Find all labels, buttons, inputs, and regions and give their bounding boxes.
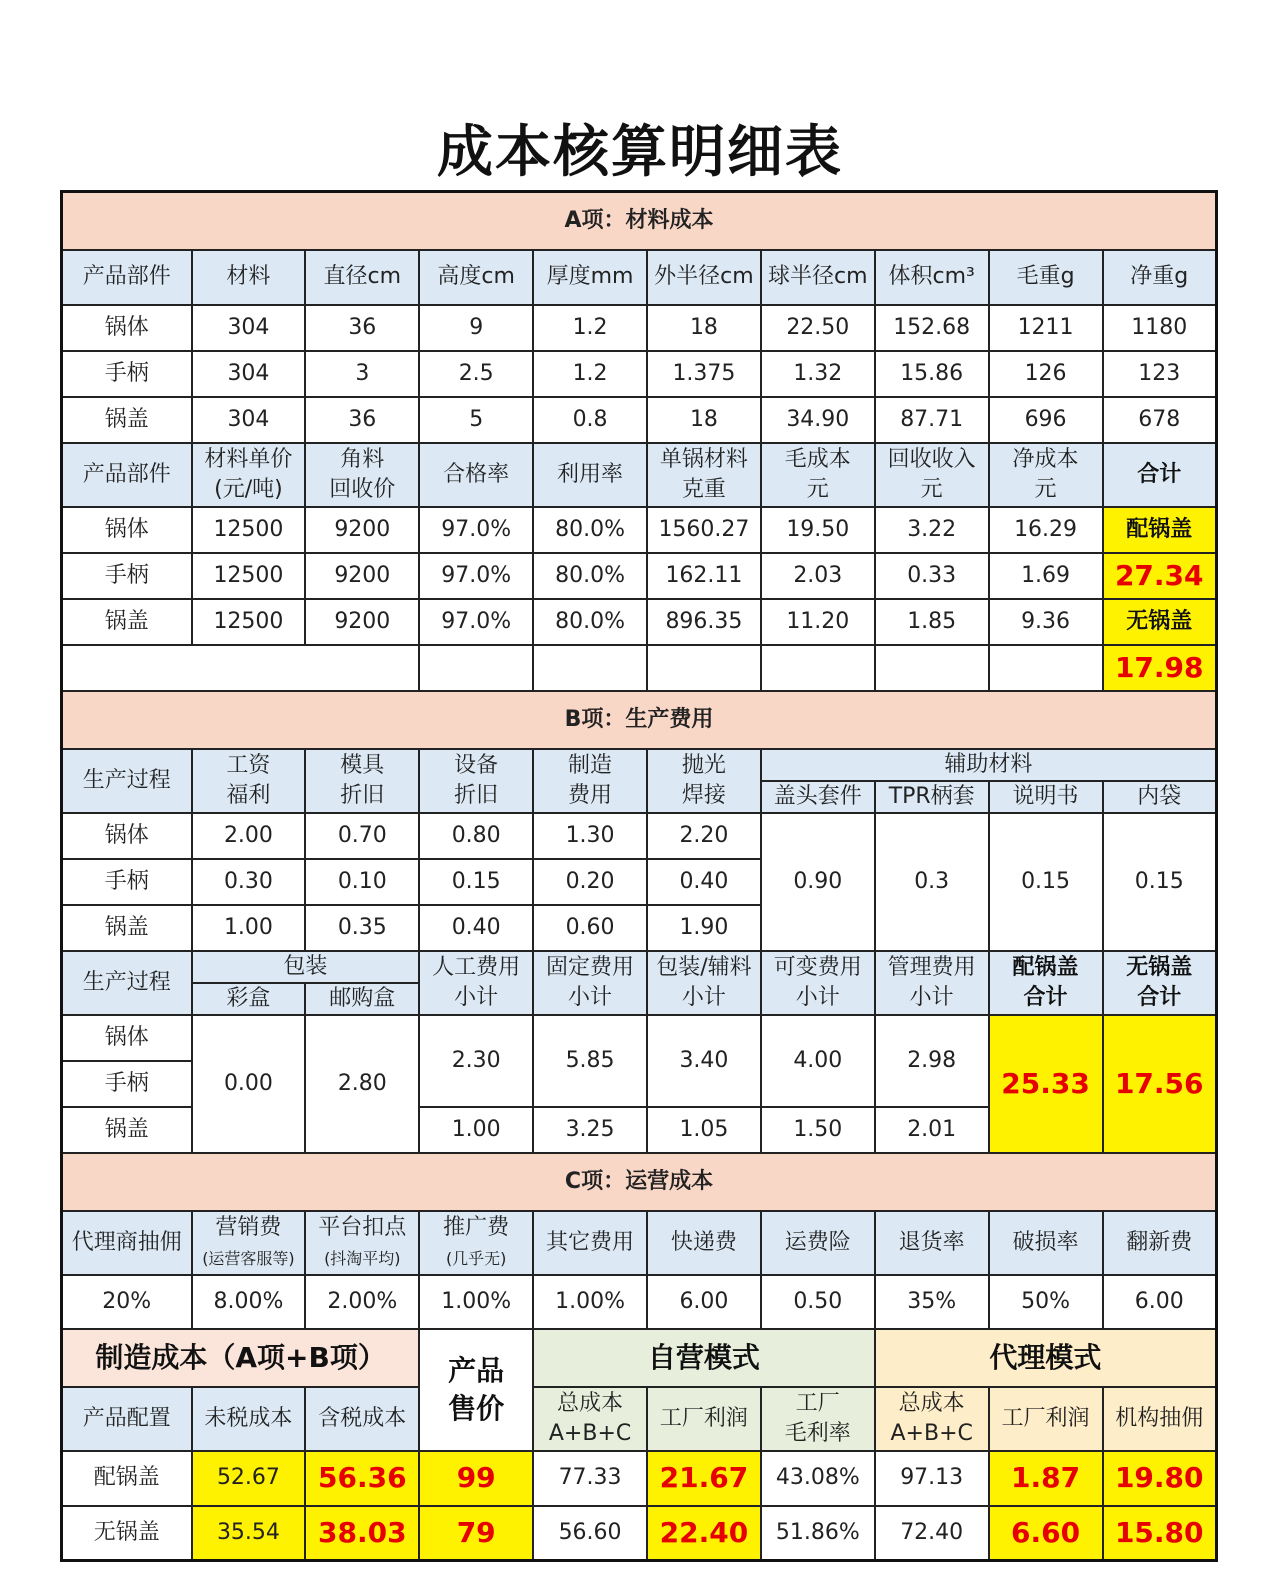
a-h1-8: 毛重g: [989, 250, 1103, 305]
b-row-guoti: [62, 813, 1217, 859]
c-h-4: [533, 1211, 647, 1275]
cell: 19.50: [761, 507, 875, 553]
cell: 36: [305, 397, 419, 443]
cell: 34.90: [761, 397, 875, 443]
label: 小计: [909, 984, 954, 1010]
label: 模具: [340, 752, 385, 778]
cell: 162.11: [647, 553, 761, 599]
a-row2-guoti: [62, 507, 1217, 553]
subtotal: 1.50: [761, 1107, 875, 1153]
label: 元: [920, 476, 943, 502]
a-h1-0: 产品部件: [62, 250, 192, 305]
label: 工厂利润: [1001, 1405, 1090, 1431]
cell: 手柄: [62, 859, 192, 905]
label: 总成本: [557, 1390, 624, 1416]
cell: 2.5: [419, 351, 533, 397]
label: 福利: [226, 782, 271, 808]
label: 合格率: [443, 461, 510, 487]
b-h1-1: [192, 749, 306, 813]
packaging-title: 包装: [192, 951, 420, 983]
cell: 97.0%: [419, 507, 533, 553]
b-h2-r4: [875, 951, 989, 1015]
cell: 152.68: [875, 305, 989, 351]
label: 小计: [454, 984, 499, 1010]
b-h2-r3: [761, 951, 875, 1015]
cell: 52.67: [192, 1451, 306, 1506]
pack-value: 2.80: [305, 1015, 419, 1153]
summary-header-row-2: [62, 1387, 1217, 1451]
cell: 9200: [305, 507, 419, 553]
b-row2-guoti: [62, 1015, 1217, 1061]
cell: 0.60: [533, 905, 647, 951]
label: 元: [1034, 476, 1057, 502]
cell: 1211: [989, 305, 1103, 351]
cell: 21.67: [647, 1451, 761, 1506]
label: 小计: [568, 984, 613, 1010]
c-h-7: [875, 1211, 989, 1275]
cell: 304: [192, 351, 306, 397]
pack-header: 邮购盒: [305, 983, 419, 1015]
cell: 80.0%: [533, 599, 647, 645]
label: 含税成本: [318, 1405, 407, 1431]
cell: 12500: [192, 553, 306, 599]
cell: 1.00: [192, 905, 306, 951]
cell: 2.00%: [305, 1275, 419, 1329]
cell: 0.40: [419, 905, 533, 951]
blank-cell: [875, 645, 989, 691]
a-h2-6: [761, 443, 875, 507]
cell: 8.00%: [192, 1275, 306, 1329]
a-h2-1: [192, 443, 306, 507]
aux-header: 内袋: [1103, 781, 1217, 813]
blank-cell: [647, 645, 761, 691]
subtotal: 2.98: [875, 1015, 989, 1107]
cell: 0.15: [419, 859, 533, 905]
label: A+B+C: [890, 1420, 973, 1446]
cell: 1.375: [647, 351, 761, 397]
a-h1-5: 外半径cm: [647, 250, 761, 305]
c-value-row: [62, 1275, 1217, 1329]
d-h-8: [1103, 1387, 1217, 1451]
c-header-row: [62, 1211, 1217, 1275]
cell: 97.0%: [419, 599, 533, 645]
b-h2-r5: [989, 951, 1103, 1015]
cost-table: [60, 190, 1218, 1562]
label: 翻新费: [1126, 1229, 1193, 1255]
cell: 97.0%: [419, 553, 533, 599]
a-row2-shoubing: [62, 553, 1217, 599]
subtotal: 3.25: [533, 1107, 647, 1153]
a-h2-8: [989, 443, 1103, 507]
b-total-no-lid: 17.56: [1103, 1015, 1217, 1153]
aux-header: TPR柄套: [875, 781, 989, 813]
cell: 6.60: [989, 1506, 1103, 1561]
summary-row-no-lid: [62, 1506, 1217, 1561]
cell: 2.20: [647, 813, 761, 859]
label: 制造: [568, 752, 613, 778]
cell: 0.33: [875, 553, 989, 599]
label: 工资: [226, 752, 271, 778]
label: 利用率: [557, 461, 624, 487]
a-row-shoubing: [62, 351, 1217, 397]
cell: 锅体: [62, 507, 192, 553]
label: 机构抽佣: [1115, 1405, 1204, 1431]
subtotal: 2.30: [419, 1015, 533, 1107]
cell: 0.50: [761, 1275, 875, 1329]
page-title: 成本核算明细表: [437, 120, 843, 185]
label: 未税成本: [204, 1405, 293, 1431]
cell: 0.30: [192, 859, 306, 905]
cell: 35.54: [192, 1506, 306, 1561]
cell: 15.86: [875, 351, 989, 397]
b-header-row-2a: [62, 951, 1217, 983]
cell: 18: [647, 397, 761, 443]
a-row-guogai: [62, 397, 1217, 443]
label: 平台扣点: [318, 1214, 407, 1240]
label: 固定费用: [546, 954, 635, 980]
cell: 77.33: [533, 1451, 647, 1506]
label: 工厂: [795, 1390, 840, 1416]
pack-header: 彩盒: [192, 983, 306, 1015]
pack-value: 0.00: [192, 1015, 306, 1153]
label: 回收价: [329, 476, 396, 502]
cell: 0.8: [533, 397, 647, 443]
cell: 锅盖: [62, 397, 192, 443]
label: 焊接: [681, 782, 726, 808]
cell: 696: [989, 397, 1103, 443]
a-h1-3: 高度cm: [419, 250, 533, 305]
label: 合计: [1137, 461, 1182, 487]
subtotal: 4.00: [761, 1015, 875, 1107]
cell: 无锅盖: [62, 1506, 192, 1561]
label: 角料: [340, 446, 385, 472]
cell: 0.80: [419, 813, 533, 859]
label: (元/吨): [214, 476, 283, 502]
a-row2-guogai: [62, 599, 1217, 645]
d-h-7: [989, 1387, 1103, 1451]
cell: 锅盖: [62, 905, 192, 951]
a-row-guoti: [62, 305, 1217, 351]
a-h1-6: 球半径cm: [761, 250, 875, 305]
a-h1-2: 直径cm: [305, 250, 419, 305]
label: 元: [806, 476, 829, 502]
a-h2-0: [62, 443, 192, 507]
label: 包装/辅料: [656, 954, 752, 980]
cell: 9.36: [989, 599, 1103, 645]
cell: 1560.27: [647, 507, 761, 553]
aux-header: 说明书: [989, 781, 1103, 813]
label: 费用: [568, 782, 613, 808]
total-label-no-lid: 无锅盖: [1103, 599, 1217, 645]
d-h-6: [875, 1387, 989, 1451]
label-note: (抖淘平均): [324, 1248, 401, 1268]
blank-cell: [533, 645, 647, 691]
cell: 1.2: [533, 351, 647, 397]
label: 单锅材料: [659, 446, 748, 472]
label: 工厂利润: [659, 1405, 748, 1431]
a-h2-4: [533, 443, 647, 507]
cell: 5: [419, 397, 533, 443]
c-h-2: [305, 1211, 419, 1275]
cell: 56.36: [305, 1451, 419, 1506]
cell: 304: [192, 305, 306, 351]
label: 折旧: [454, 782, 499, 808]
b-h1-0: 生产过程: [62, 749, 192, 813]
label: 退货率: [898, 1229, 965, 1255]
section-c-title: C项：运营成本: [62, 1153, 1217, 1211]
cell: 0.10: [305, 859, 419, 905]
label: 合计: [1023, 984, 1068, 1010]
c-h-6: [761, 1211, 875, 1275]
cell: 0.35: [305, 905, 419, 951]
total-value-with-lid: 27.34: [1103, 553, 1217, 599]
cell: 50%: [989, 1275, 1103, 1329]
b-h1-5: [647, 749, 761, 813]
cell: 72.40: [875, 1506, 989, 1561]
cell: 锅盖: [62, 1107, 192, 1153]
label: 材料单价: [204, 446, 293, 472]
label-note: (几乎无): [445, 1248, 507, 1268]
aux-material-title: 辅助材料: [761, 749, 1217, 781]
cell: 22.50: [761, 305, 875, 351]
b-h2-first: 生产过程: [62, 951, 192, 1015]
a-header-row-2: [62, 443, 1217, 507]
cell: 12500: [192, 507, 306, 553]
self-mode-title: 自营模式: [533, 1329, 875, 1387]
cell: 9200: [305, 599, 419, 645]
cell: 12500: [192, 599, 306, 645]
d-h-5: [761, 1387, 875, 1451]
a-h1-1: 材料: [192, 250, 306, 305]
aux-value: 0.3: [875, 813, 989, 951]
label: 设备: [454, 752, 499, 778]
price-header: [419, 1329, 533, 1451]
cell: 18: [647, 305, 761, 351]
label: 售价: [448, 1391, 505, 1425]
cell: 0.70: [305, 813, 419, 859]
cell: 9200: [305, 553, 419, 599]
cell: 锅体: [62, 813, 192, 859]
c-h-0: [62, 1211, 192, 1275]
label: 小计: [795, 984, 840, 1010]
cell: 0.40: [647, 859, 761, 905]
cell: 1180: [1103, 305, 1217, 351]
label: 人工费用: [432, 954, 521, 980]
cell: 3.22: [875, 507, 989, 553]
b-h2-r1: [533, 951, 647, 1015]
cell: 15.80: [1103, 1506, 1217, 1561]
cell: 9: [419, 305, 533, 351]
label: 总成本: [898, 1390, 965, 1416]
cell: 1.00%: [533, 1275, 647, 1329]
label: 代理商抽佣: [71, 1229, 182, 1255]
cell: 锅盖: [62, 599, 192, 645]
cell: 锅体: [62, 305, 192, 351]
label: 产品: [448, 1353, 505, 1387]
cell: 19.80: [1103, 1451, 1217, 1506]
c-h-1: [192, 1211, 306, 1275]
label: 快递费: [670, 1229, 737, 1255]
subtotal: 2.01: [875, 1107, 989, 1153]
label: 产品部件: [82, 461, 171, 487]
a-header-row-1: [62, 250, 1217, 305]
cell: 80.0%: [533, 553, 647, 599]
cell: 6.00: [647, 1275, 761, 1329]
cell: 123: [1103, 351, 1217, 397]
d-h-3: [533, 1387, 647, 1451]
cell: 手柄: [62, 1061, 192, 1107]
label: 毛成本: [784, 446, 851, 472]
cell: 1.2: [533, 305, 647, 351]
a-h1-4: 厚度mm: [533, 250, 647, 305]
total-label-with-lid: 配锅盖: [1103, 507, 1217, 553]
cell: 1.69: [989, 553, 1103, 599]
cell: 1.90: [647, 905, 761, 951]
a-row2-blank: [62, 645, 1217, 691]
label: 净成本: [1012, 446, 1079, 472]
a-h2-2: [305, 443, 419, 507]
agent-mode-title: 代理模式: [875, 1329, 1217, 1387]
cell: 678: [1103, 397, 1217, 443]
label: 推广费: [443, 1214, 510, 1240]
a-h2-7: [875, 443, 989, 507]
subtotal: 1.05: [647, 1107, 761, 1153]
a-h2-3: [419, 443, 533, 507]
c-h-3: [419, 1211, 533, 1275]
d-h-4: [647, 1387, 761, 1451]
a-h1-9: 净重g: [1103, 250, 1217, 305]
cell: 87.71: [875, 397, 989, 443]
b-h2-r2: [647, 951, 761, 1015]
cell: 38.03: [305, 1506, 419, 1561]
section-b-title: B项：生产费用: [62, 691, 1217, 749]
cell: 3: [305, 351, 419, 397]
b-h2-r6: [1103, 951, 1217, 1015]
cell: 1.85: [875, 599, 989, 645]
cell: 11.20: [761, 599, 875, 645]
label: A+B+C: [548, 1420, 632, 1446]
a-h2-9: [1103, 443, 1217, 507]
b-header-row-1a: [62, 749, 1217, 781]
cell: 51.86%: [761, 1506, 875, 1561]
b-h2-r0: [419, 951, 533, 1015]
cell: 1.87: [989, 1451, 1103, 1506]
cell: 1.00%: [419, 1275, 533, 1329]
subtotal: 1.00: [419, 1107, 533, 1153]
label: 产品配置: [82, 1405, 171, 1431]
cell: 896.35: [647, 599, 761, 645]
label: 抛光: [681, 752, 726, 778]
cell: 1.32: [761, 351, 875, 397]
b-h1-3: [419, 749, 533, 813]
label: 可变费用: [773, 954, 862, 980]
label: 无锅盖: [1126, 954, 1193, 980]
blank-cell: [761, 645, 875, 691]
a-h2-5: [647, 443, 761, 507]
summary-row-with-lid: [62, 1451, 1217, 1506]
label: 运费险: [784, 1229, 851, 1255]
label: 毛利率: [784, 1420, 851, 1446]
b-total-with-lid: 25.33: [989, 1015, 1103, 1153]
section-a-title: A项：材料成本: [62, 192, 1217, 250]
cell: 126: [989, 351, 1103, 397]
subtotal: 3.40: [647, 1015, 761, 1107]
cell: 22.40: [647, 1506, 761, 1561]
label: 小计: [681, 984, 726, 1010]
cell: 16.29: [989, 507, 1103, 553]
b-h1-2: [305, 749, 419, 813]
label: 破损率: [1012, 1229, 1079, 1255]
cell: 97.13: [875, 1451, 989, 1506]
aux-value: 0.15: [989, 813, 1103, 951]
label: 合计: [1137, 984, 1182, 1010]
cell: 手柄: [62, 351, 192, 397]
label: 其它费用: [546, 1229, 635, 1255]
c-h-8: [989, 1211, 1103, 1275]
cell: 20%: [62, 1275, 192, 1329]
label: 折旧: [340, 782, 385, 808]
aux-header: 盖头套件: [761, 781, 875, 813]
total-value-no-lid: 17.98: [1103, 645, 1217, 691]
aux-value: 0.90: [761, 813, 875, 951]
label: 配锅盖: [1012, 954, 1079, 980]
aux-value: 0.15: [1103, 813, 1217, 951]
summary-header-row-1: [62, 1329, 1217, 1387]
price-no-lid: 79: [419, 1506, 533, 1561]
cell: 56.60: [533, 1506, 647, 1561]
blank-cell: [419, 645, 533, 691]
c-h-9: [1103, 1211, 1217, 1275]
cell: 配锅盖: [62, 1451, 192, 1506]
price-with-lid: 99: [419, 1451, 533, 1506]
cell: 1.30: [533, 813, 647, 859]
c-h-5: [647, 1211, 761, 1275]
d-h-0: [62, 1387, 192, 1451]
cell: 锅体: [62, 1015, 192, 1061]
blank-cell: [989, 645, 1103, 691]
cell: 2.00: [192, 813, 306, 859]
cell: 304: [192, 397, 306, 443]
cell: 35%: [875, 1275, 989, 1329]
cell: 手柄: [62, 553, 192, 599]
subtotal: 5.85: [533, 1015, 647, 1107]
label-note: (运营客服等): [202, 1248, 295, 1268]
d-h-1: [192, 1387, 306, 1451]
cell: 80.0%: [533, 507, 647, 553]
blank-cell: [62, 645, 420, 691]
cell: 2.03: [761, 553, 875, 599]
label: 营销费: [215, 1214, 282, 1240]
cell: 0.20: [533, 859, 647, 905]
label: 管理费用: [887, 954, 976, 980]
a-h1-7: 体积cm³: [875, 250, 989, 305]
cell: 36: [305, 305, 419, 351]
mfg-cost-title: 制造成本（A项+B项）: [62, 1329, 420, 1387]
cell: 6.00: [1103, 1275, 1217, 1329]
label: 克重: [681, 476, 726, 502]
b-h1-4: [533, 749, 647, 813]
label: 回收收入: [887, 446, 976, 472]
cell: 43.08%: [761, 1451, 875, 1506]
d-h-2: [305, 1387, 419, 1451]
